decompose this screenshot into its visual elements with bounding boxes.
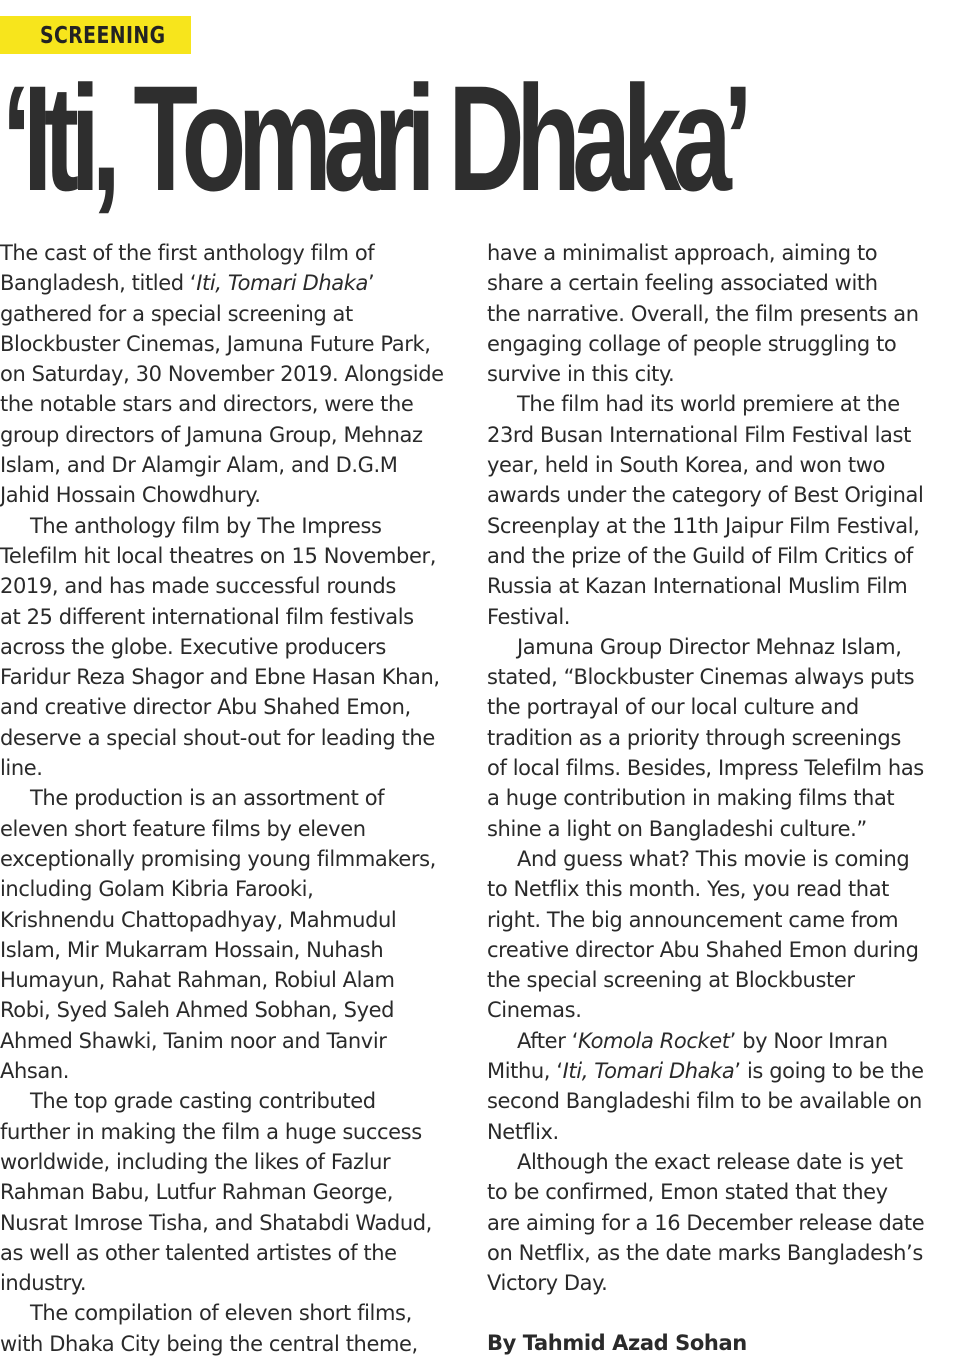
article-line: Cinemas. (487, 998, 582, 1023)
article-line: right. The big announcement came from (487, 907, 899, 932)
article-line: engaging collage of people struggling to (487, 331, 897, 356)
article-line: have a minimalist approach, aiming to (487, 241, 878, 265)
article-line: exceptionally promising young filmmakers, (0, 846, 436, 871)
article-line: 23rd Busan International Film Festival last (487, 422, 911, 447)
article-line: gathered for a special screening at (0, 301, 353, 326)
article-line: Islam, Mir Mukarram Hossain, Nuhash (0, 937, 384, 962)
article-line: second Bangladeshi film to be available on (487, 1089, 922, 1114)
article-line: shine a light on Bangladeshi culture.” (487, 816, 867, 841)
article-line: Although the exact release date is yet (517, 1149, 903, 1174)
article-line: group directors of Jamuna Group, Mehnaz (0, 422, 423, 447)
article-line: Netflix. (487, 1119, 559, 1144)
article-line: The top grade casting contributed (30, 1089, 376, 1114)
article-line: the narrative. Overall, the film presents an (487, 301, 919, 326)
article-line: worldwide, including the likes of Fazlur (0, 1149, 391, 1174)
article-line: to be confirmed, Emon stated that they (487, 1180, 888, 1205)
section-tag (0, 16, 191, 54)
article-line: Humayun, Rahat Rahman, Robiul Alam (0, 968, 395, 993)
article-line: deserve a special shout-out for leading the (0, 725, 435, 750)
article-line: tradition as a priority through screenings (487, 725, 901, 750)
article-line: on Saturday, 30 November 2019. Alongside (0, 362, 444, 387)
article-line: across the globe. Executive producers (0, 634, 386, 659)
article-line: The cast of the first anthology film of (0, 241, 375, 265)
line-text: After ‘ (517, 1028, 578, 1053)
article-line: industry. (0, 1271, 87, 1296)
article-line: The production is an assortment of (30, 786, 385, 811)
article-line: and creative director Abu Shahed Emon, (0, 695, 411, 720)
article-line: creative director Abu Shahed Emon during (487, 937, 919, 962)
article-line: awards under the category of Best Original (487, 483, 924, 508)
article-line: are aiming for a 16 December release date (487, 1210, 925, 1235)
article-column-right (487, 238, 947, 1298)
article-line: with Dhaka City being the central theme, (0, 1331, 418, 1356)
article-line: year, held in South Korea, and won two (487, 453, 885, 478)
article-line (487, 1056, 947, 1086)
article-line: Islam, and Dr Alamgir Alam, and D.G.M (0, 453, 398, 478)
article-line: stated, “Blockbuster Cinemas always puts (487, 665, 915, 690)
article-line: a huge contribution in making films that (487, 786, 895, 811)
article-column-left (0, 238, 470, 1359)
article-line: Robi, Syed Saleh Ahmed Sobhan, Syed (0, 998, 395, 1023)
article-line: Rahman Babu, Lutfur Rahman George, (0, 1180, 394, 1205)
article-line: Russia at Kazan International Muslim Film (487, 574, 908, 599)
article-line: further in making the film a huge success (0, 1119, 422, 1144)
article-line: share a certain feeling associated with (487, 271, 878, 296)
article-line: the special screening at Blockbuster (487, 968, 855, 993)
film-title: Iti, Tomari Dhaka (196, 271, 368, 296)
line-text: Mithu, ‘ (487, 1059, 563, 1084)
article-line: Screenplay at the 11th Jaipur Film Festival, (487, 513, 920, 538)
article-line: The compilation of eleven short films, (30, 1301, 412, 1326)
film-title: Iti, Tomari Dhaka (562, 1059, 735, 1084)
article-line: survive in this city. (487, 362, 675, 387)
headline: ‘Iti, Tomari Dhaka’ (2, 54, 745, 222)
article-line: Telefilm hit local theatres on 15 November, (0, 543, 437, 568)
article-line: The film had its world premiere at the (517, 392, 900, 417)
article-line (487, 1026, 947, 1056)
article-line: Victory Day. (487, 1271, 608, 1296)
article-line: The anthology film by The Impress (30, 513, 382, 538)
article-line: line. (0, 756, 43, 781)
byline: By Tahmid Azad Sohan (487, 1331, 747, 1355)
article-line: eleven short feature films by eleven (0, 816, 366, 841)
article-line: Ahsan. (0, 1059, 70, 1084)
article-line: Festival. (487, 604, 571, 629)
line-text: ’ (367, 271, 375, 296)
line-text: ’ by Noor Imran (729, 1028, 888, 1053)
article-line: on Netflix, as the date marks Bangladesh’s (487, 1240, 923, 1265)
article-line: at 25 different international film festivals (0, 604, 414, 629)
film-title: Komola Rocket (577, 1028, 730, 1053)
article-line: Krishnendu Chattopadhyay, Mahmudul (0, 907, 397, 932)
article-line: the notable stars and directors, were the (0, 392, 414, 417)
article-line: Blockbuster Cinemas, Jamuna Future Park, (0, 331, 431, 356)
article-line: 2019, and has made successful rounds (0, 574, 396, 599)
article-line: Jahid Hossain Chowdhury. (0, 483, 261, 508)
article-line: Nusrat Imrose Tisha, and Shatabdi Wadud, (0, 1210, 432, 1235)
article-line: And guess what? This movie is coming (517, 846, 910, 871)
section-tag-label: SCREENING (40, 23, 166, 49)
article-line: Ahmed Shawki, Tanim noor and Tanvir (0, 1028, 387, 1053)
article-line: and the prize of the Guild of Film Critics of (487, 543, 913, 568)
article-line: Faridur Reza Shagor and Ebne Hasan Khan, (0, 665, 440, 690)
article-line (0, 268, 470, 298)
article-line: of local films. Besides, Impress Telefilm has (487, 756, 924, 781)
line-text: ’ is going to be the (734, 1059, 924, 1084)
line-text: Bangladesh, titled ‘ (0, 271, 197, 296)
article-line: the portrayal of our local culture and (487, 695, 859, 720)
article-line: to Netflix this month. Yes, you read that (487, 877, 890, 902)
article-line: as well as other talented artistes of the (0, 1240, 397, 1265)
article-line: including Golam Kibria Farooki, (0, 877, 314, 902)
article-line: Jamuna Group Director Mehnaz Islam, (517, 634, 902, 659)
